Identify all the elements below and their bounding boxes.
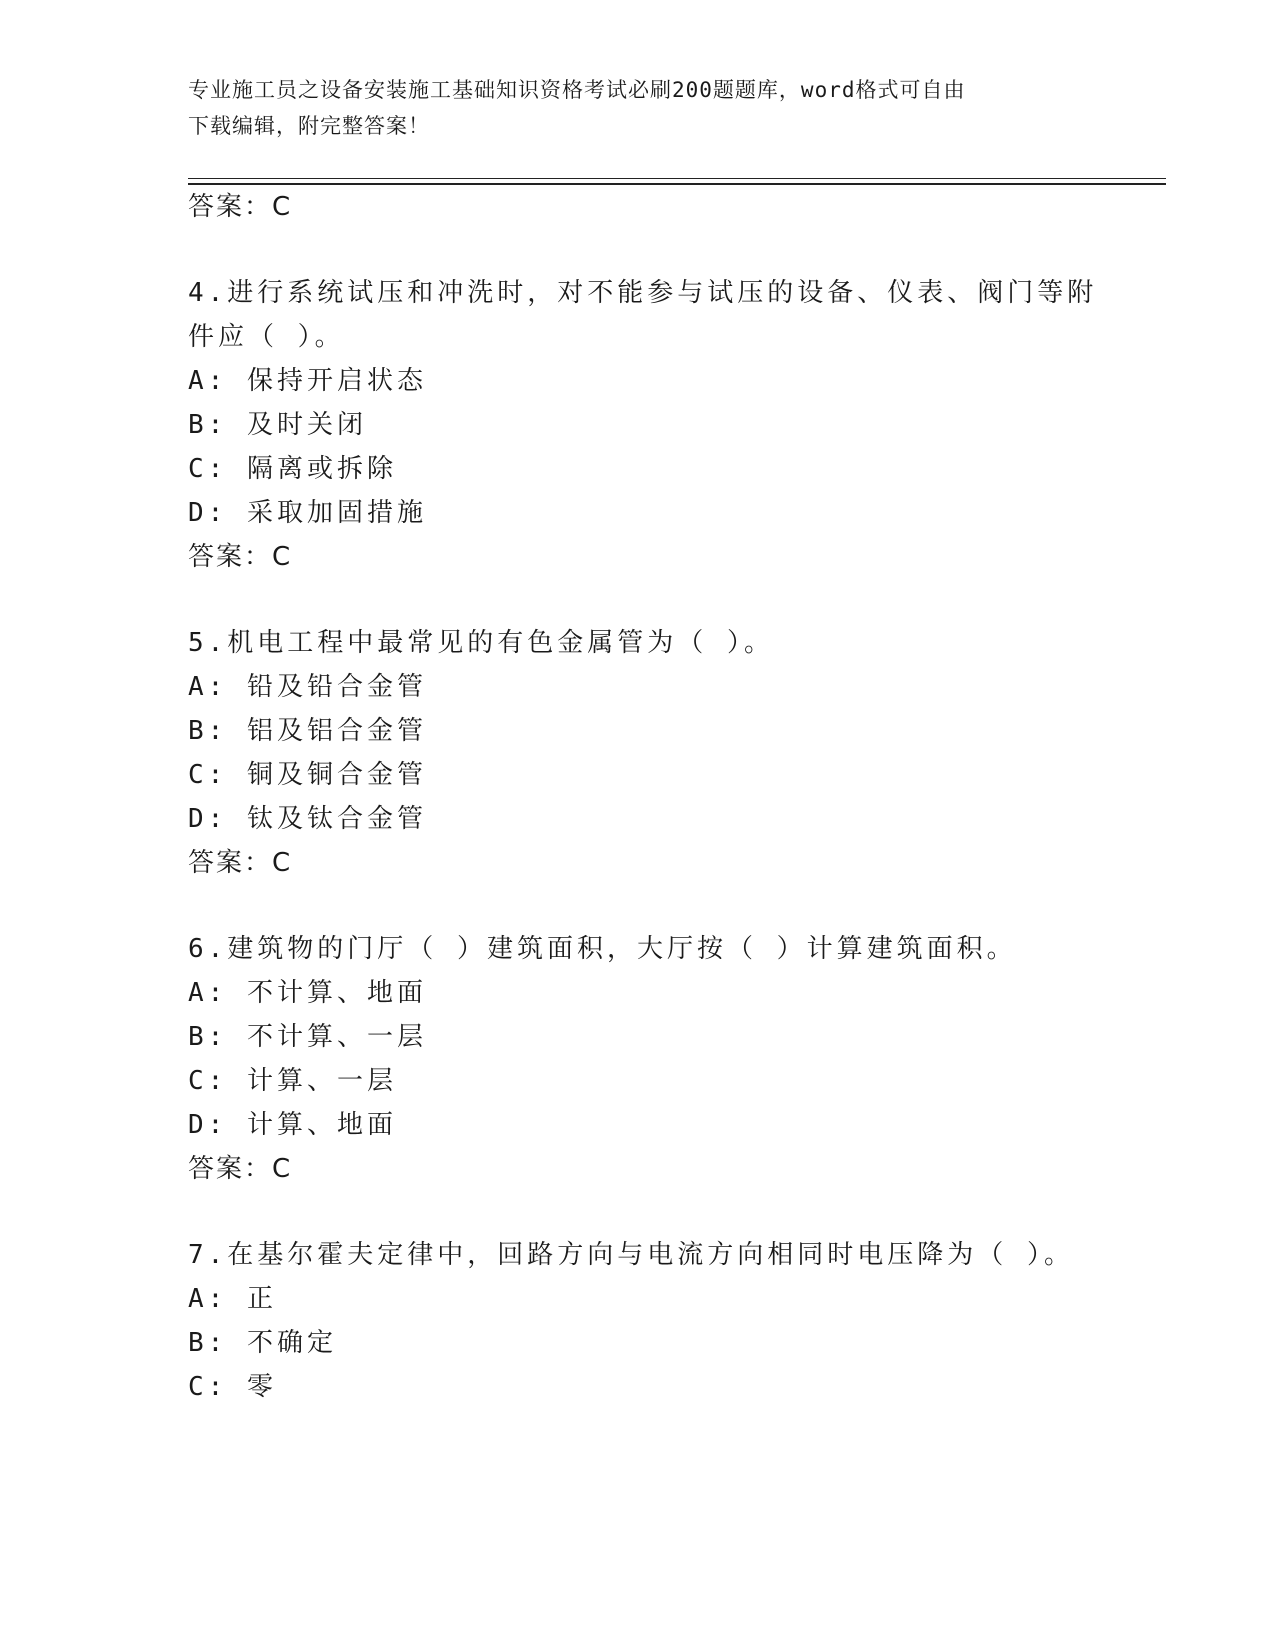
question-6-option-a: A: 不计算、地面 — [188, 978, 427, 1008]
question-4-option-c: C: 隔离或拆除 — [188, 454, 397, 484]
question-7-option-b: B: 不确定 — [188, 1328, 337, 1358]
question-4-stem-line-2: 件应（ ）。 — [188, 322, 345, 352]
question-4-option-a: A: 保持开启状态 — [188, 366, 427, 396]
previous-answer: 答案：C — [188, 192, 293, 222]
question-5-option-d: D: 钛及钛合金管 — [188, 804, 427, 834]
question-7-option-a: A: 正 — [188, 1284, 277, 1314]
question-6-option-b: B: 不计算、一层 — [188, 1022, 427, 1052]
header-line-1: 专业施工员之设备安装施工基础知识资格考试必刷200题题库，word格式可自由 — [188, 78, 966, 102]
question-5-answer: 答案：C — [188, 848, 293, 878]
header-line-2: 下载编辑，附完整答案！ — [188, 114, 430, 138]
question-5-option-c: C: 铜及铜合金管 — [188, 760, 427, 790]
question-6-option-d: D: 计算、地面 — [188, 1110, 397, 1140]
question-6-answer: 答案：C — [188, 1154, 293, 1184]
question-4-answer: 答案：C — [188, 542, 293, 572]
question-4-option-d: D: 采取加固措施 — [188, 498, 427, 528]
question-7-stem: 7.在基尔霍夫定律中，回路方向与电流方向相同时电压降为（ ）。 — [188, 1240, 1074, 1270]
document-header — [188, 72, 1088, 144]
question-5-option-b: B: 铝及铝合金管 — [188, 716, 427, 746]
question-6-option-c: C: 计算、一层 — [188, 1066, 397, 1096]
question-6-stem: 6.建筑物的门厅（ ）建筑面积，大厅按（ ）计算建筑面积。 — [188, 934, 1017, 964]
question-5-stem: 5.机电工程中最常见的有色金属管为（ ）。 — [188, 628, 774, 658]
question-5-option-a: A: 铅及铅合金管 — [188, 672, 427, 702]
question-4-stem-line-1: 4.进行系统试压和冲洗时，对不能参与试压的设备、仪表、阀门等附 — [188, 278, 1098, 308]
question-7-option-c: C: 零 — [188, 1372, 277, 1402]
header-divider-thick — [188, 183, 1166, 185]
header-divider-thin — [188, 178, 1166, 179]
question-4-option-b: B: 及时关闭 — [188, 410, 367, 440]
